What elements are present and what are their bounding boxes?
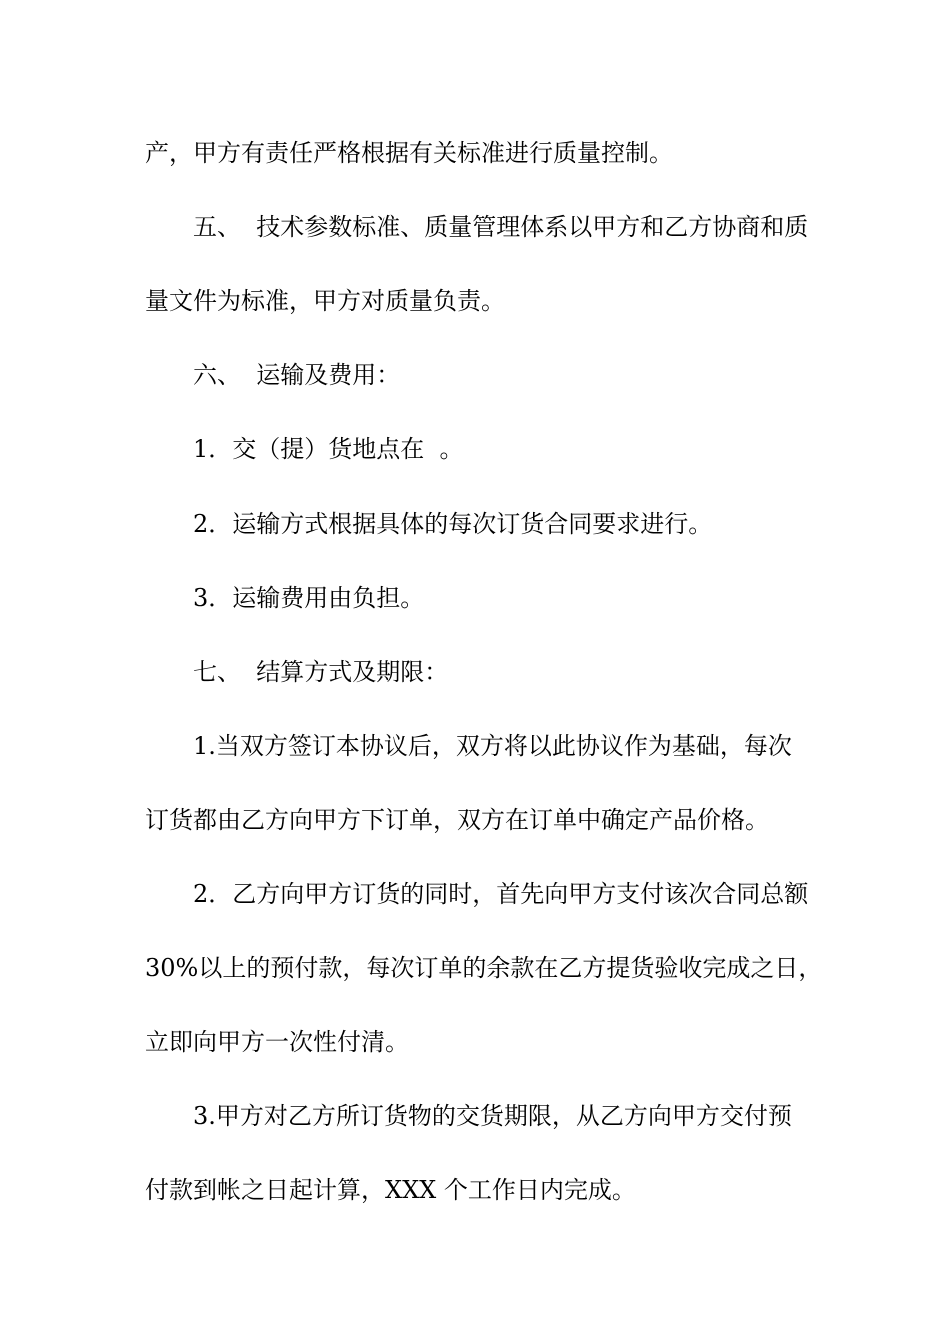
text-line: 产，甲方有责任严格根据有关标准进行质量控制。 (145, 139, 673, 167)
text-line: 30%以上的预付款，每次订单的余款在乙方提货验收完成之日， (145, 954, 823, 982)
list-item: 1．交（提）货地点在 。 (193, 435, 464, 463)
list-item: 1.当双方签订本协议后，双方将以此协议作为基础，每次 (193, 732, 792, 760)
list-item: 2．乙方向甲方订货的同时，首先向甲方支付该次合同总额 (193, 880, 809, 908)
section-heading-5: 五、 技术参数标准、质量管理体系以甲方和乙方协商和质 (193, 213, 809, 241)
list-item: 3．运输费用由负担。 (193, 584, 425, 612)
text-line: 量文件为标准，甲方对质量负责。 (145, 287, 505, 315)
list-item: 3.甲方对乙方所订货物的交货期限，从乙方向甲方交付预 (193, 1102, 792, 1130)
section-heading-7: 七、 结算方式及期限： (193, 658, 449, 686)
text-line: 订货都由乙方向甲方下订单，双方在订单中确定产品价格。 (145, 806, 769, 834)
text-line: 付款到帐之日起计算，XXX 个工作日内完成。 (145, 1176, 636, 1204)
section-heading-6: 六、 运输及费用： (193, 361, 401, 389)
text-line: 立即向甲方一次性付清。 (145, 1028, 409, 1056)
list-item: 2．运输方式根据具体的每次订货合同要求进行。 (193, 510, 713, 538)
